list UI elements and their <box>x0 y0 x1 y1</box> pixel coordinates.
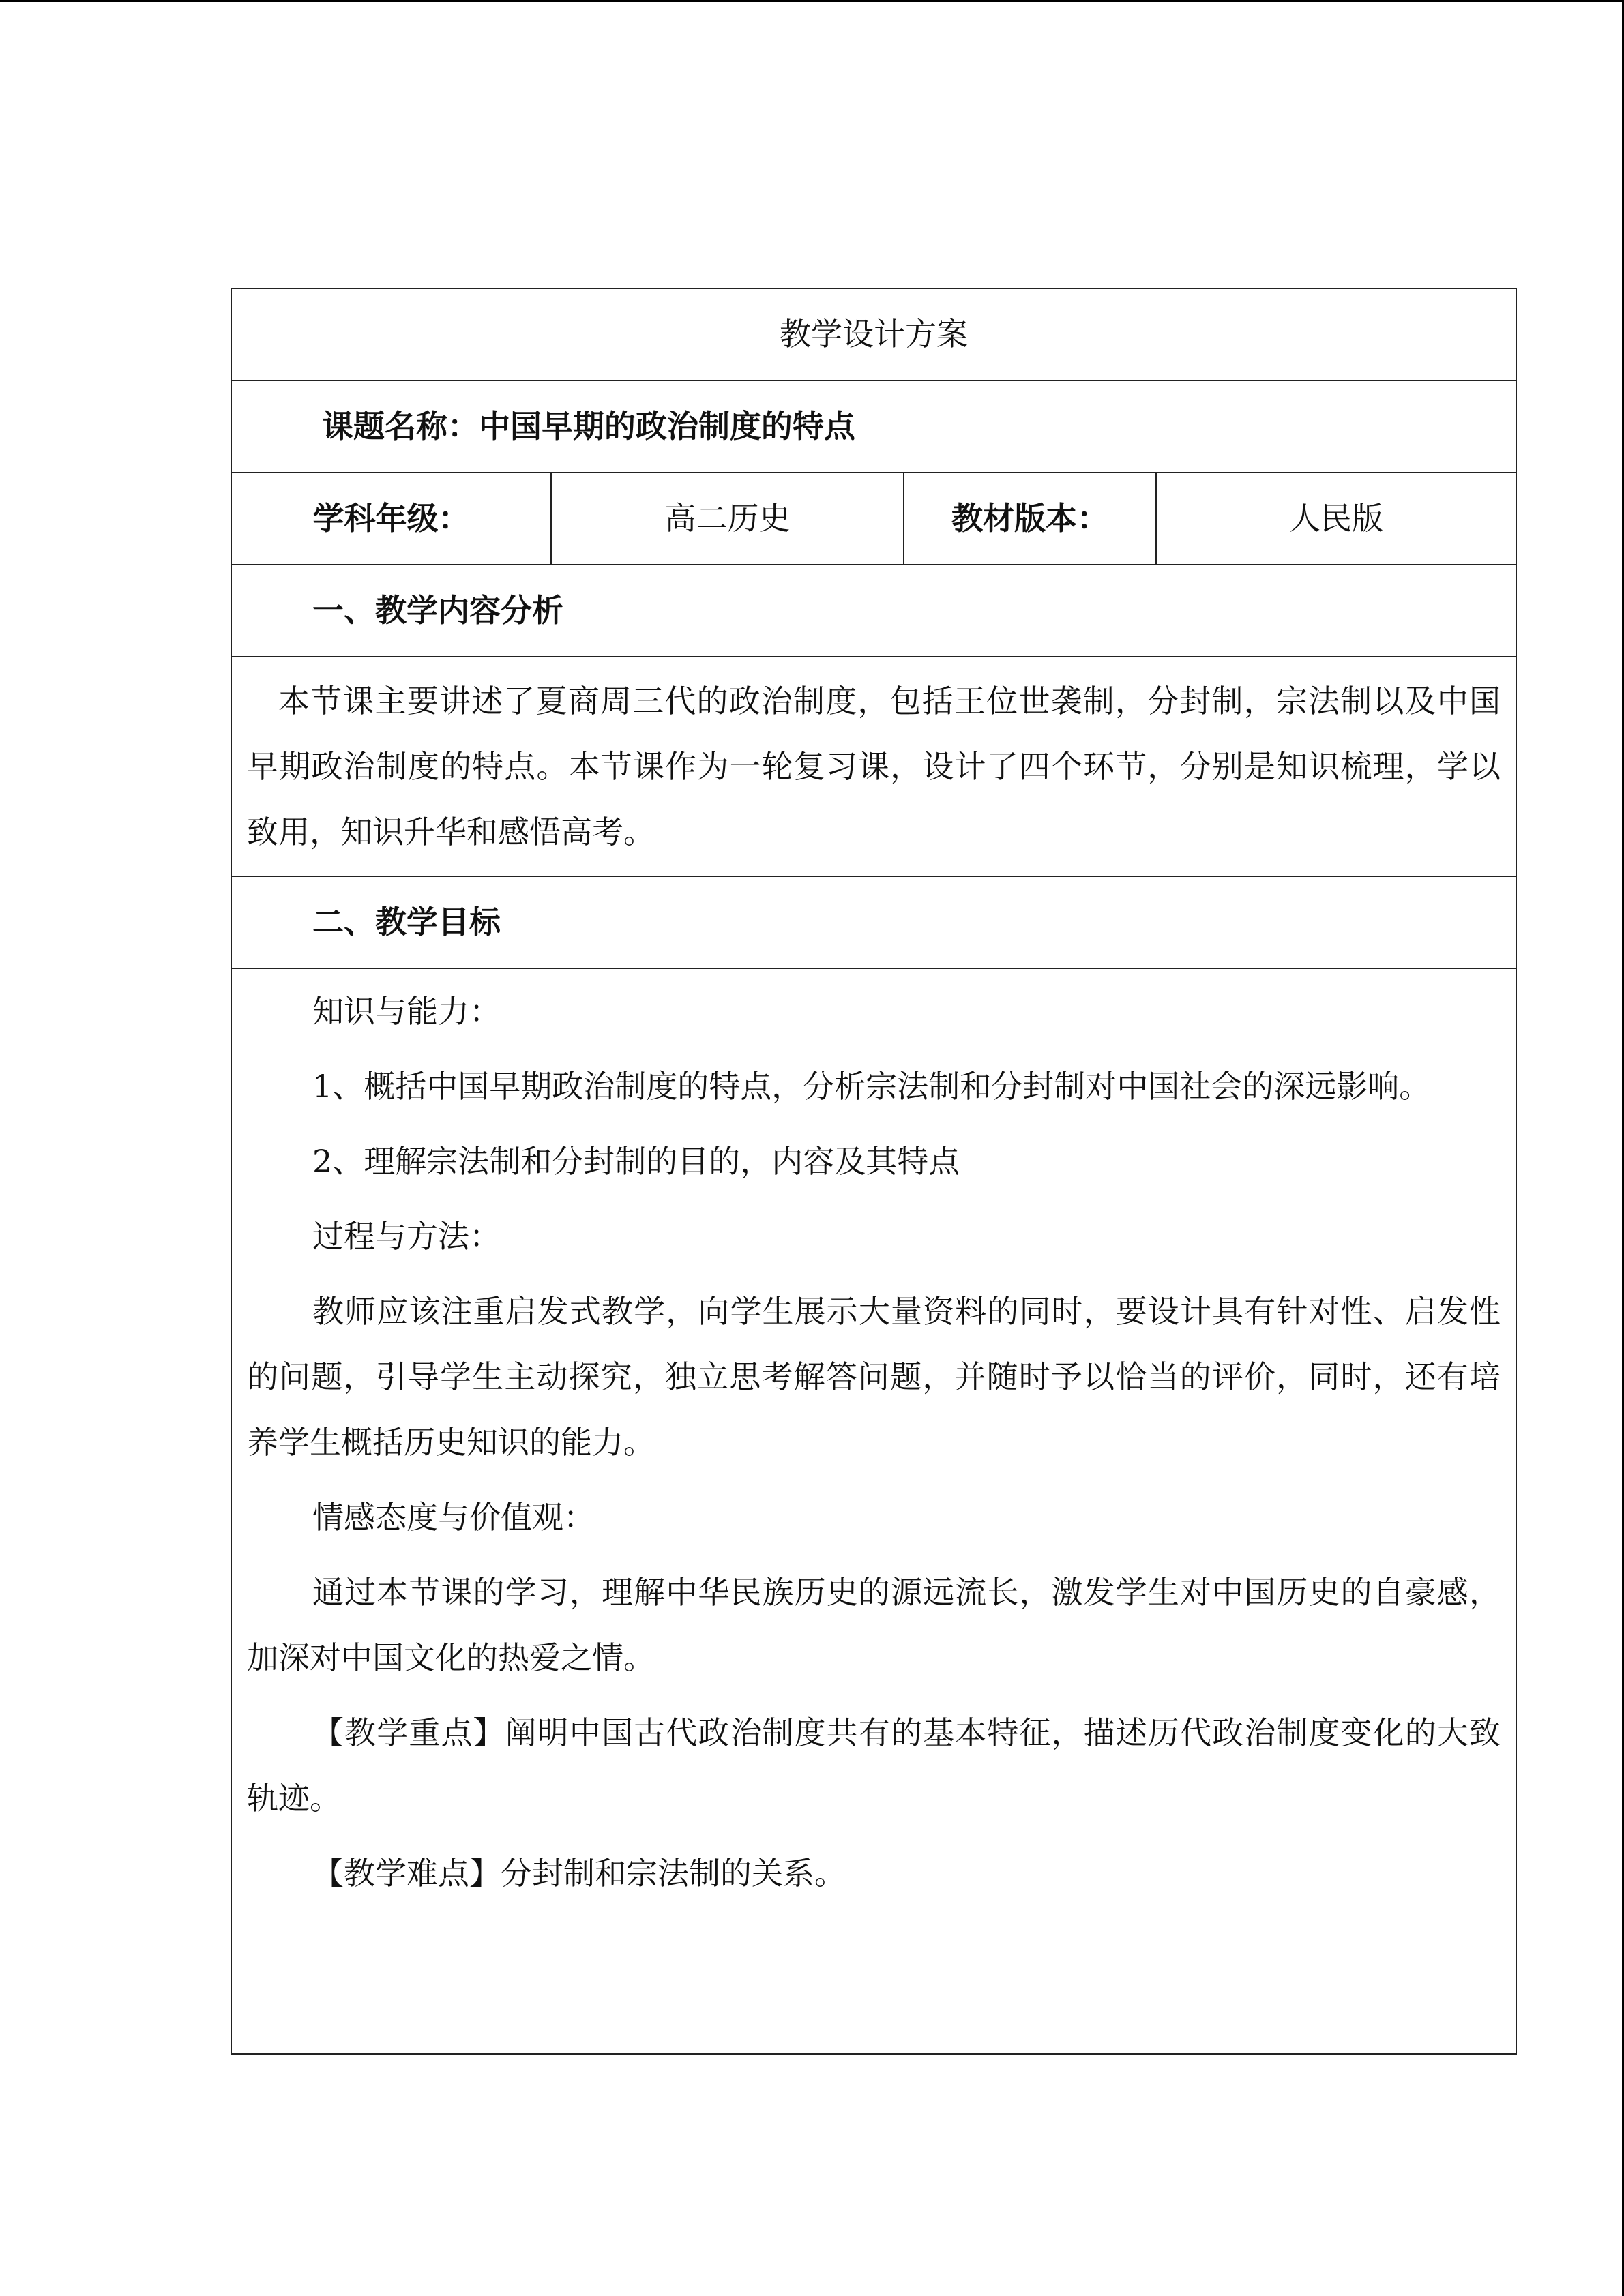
spacer <box>247 1269 1501 1279</box>
section2-heading: 二、教学目标 <box>231 876 1516 968</box>
spacer <box>247 1690 1501 1700</box>
process-label: 过程与方法： <box>312 1218 501 1255</box>
spacer <box>247 1044 1501 1054</box>
section2-heading-row <box>231 876 1516 968</box>
section2-content-row <box>231 968 1516 2054</box>
spacer <box>247 1475 1501 1485</box>
emotion-label: 情感态度与价值观： <box>312 1499 595 1536</box>
key-point: 【教学重点】阐明中国古代政治制度共有的基本特征，描述历代政治制度变化的大致轨迹。 <box>247 1714 1501 1817</box>
edition-value: 人民版 <box>1156 473 1516 565</box>
emotion-text: 通过本节课的学习，理解中华民族历史的源远流长，激发学生对中国历史的自豪感，加深对中国文化的热爱之情。 <box>247 1574 1501 1676</box>
section1-content-row <box>231 657 1516 876</box>
section2-cell <box>231 968 1516 2054</box>
topic-row <box>231 381 1516 473</box>
spacer <box>247 1194 1501 1204</box>
subject-label: 学科年级： <box>231 473 551 565</box>
subject-value: 高二历史 <box>551 473 904 565</box>
page-border-top <box>0 0 1624 2</box>
section1-heading-row <box>231 565 1516 657</box>
meta-row <box>231 473 1516 565</box>
process-text: 教师应该注重启发式教学，向学生展示大量资料的同时，要设计具有针对性、启发性的问题，引导学生主动探究，独立思考解答问题，并随时予以恰当的评价，同时，还有培养学生概括历史知识的能力。 <box>247 1293 1501 1461</box>
edition-label: 教材版本： <box>904 473 1156 565</box>
title-row <box>231 288 1516 381</box>
topic-name: 课题名称：中国早期的政治制度的特点 <box>231 381 1516 473</box>
doc-title: 教学设计方案 <box>231 288 1516 381</box>
knowledge-label: 知识与能力： <box>312 993 501 1030</box>
spacer <box>247 1550 1501 1560</box>
goal-2: 2、理解宗法制和分封制的目的，内容及其特点 <box>312 1143 960 1180</box>
spacer <box>247 1119 1501 1129</box>
difficult-point: 【教学难点】分封制和宗法制的关系。 <box>312 1855 846 1892</box>
section1-paragraph: 本节课主要讲述了夏商周三代的政治制度，包括王位世袭制，分封制，宗法制以及中国早期政治制度的特点。本节课作为一轮复习课，设计了四个环节，分别是知识梳理，学以致用，知识升华和感悟高考。 <box>247 683 1501 850</box>
section1-heading: 一、教学内容分析 <box>231 565 1516 657</box>
spacer <box>247 1831 1501 1840</box>
lesson-plan-table <box>231 288 1517 2055</box>
goal-1: 1、概括中国早期政治制度的特点，分析宗法制和分封制对中国社会的深远影响。 <box>312 1068 1431 1105</box>
section1-cell <box>231 657 1516 876</box>
